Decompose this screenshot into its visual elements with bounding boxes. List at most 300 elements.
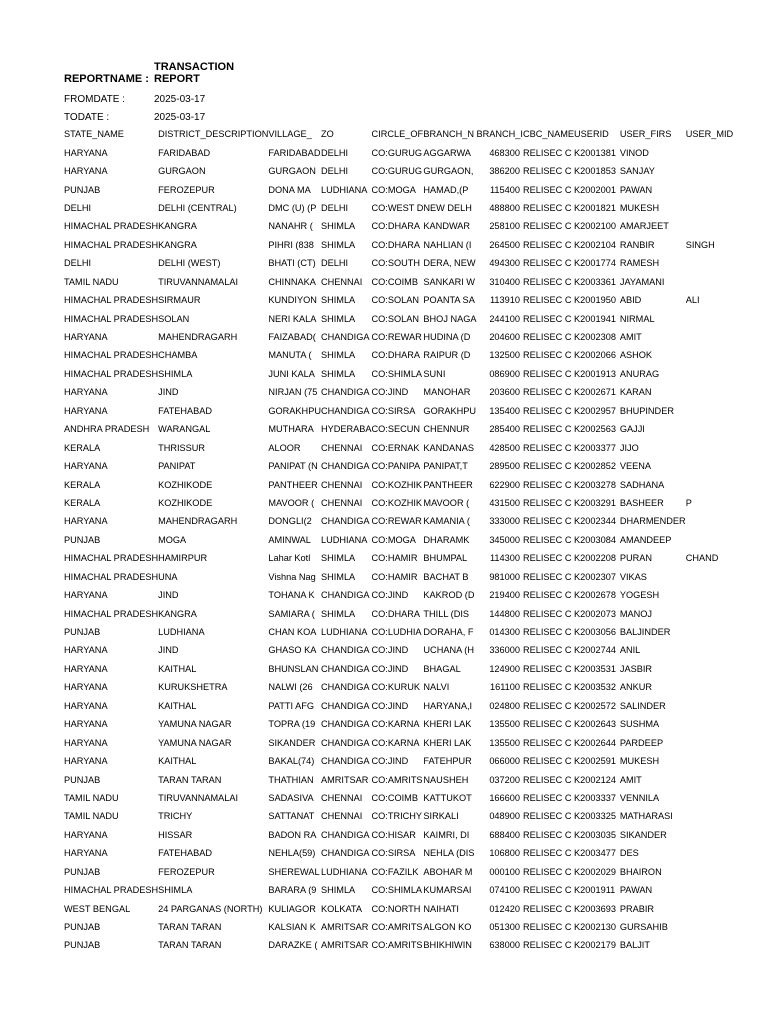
table-cell: RELISEC C [522,663,572,674]
table-cell: RELISEC C [522,866,572,877]
table-cell: 289500 [489,461,520,472]
table-cell [739,604,768,622]
table-cell [686,365,740,383]
table-cell [739,733,768,751]
table-cell: 386200 [489,166,520,177]
table-cell: K2003531 [574,663,616,674]
table-cell: RELISEC C [522,461,572,472]
table-cell: RELISEC C [522,202,572,213]
table-cell: MANOHAR [423,387,471,398]
table-cell: CHANDIGA [320,682,370,693]
table-cell: CO:HAMIR [371,571,418,582]
table-cell: P [685,497,692,508]
table-cell: HIMACHAL PRADESH [64,221,159,232]
table-cell: HARYANA [64,645,108,656]
table-cell: CO:SOLAN [371,295,419,306]
column-header: DISTRICT_DESCRIPTION [158,129,269,140]
table-cell: 431500 [489,497,520,508]
table-cell: GURGAON [268,166,316,177]
table-cell [739,457,768,475]
column-header: ZO [320,129,334,140]
table-cell [739,420,768,438]
table-cell: HIMACHAL PRADESH [64,571,159,582]
table-cell: ABOHAR M [423,866,473,877]
table-cell: PAWAN [619,885,653,896]
table-cell: CO:GURUG [371,166,423,177]
table-cell: LUDHIANA [320,534,368,545]
table-cell [739,549,768,567]
table-cell: THILL (DIS [423,608,470,619]
table-cell: FEROZEPUR [158,184,215,195]
report-name-value: TRANSACTION REPORT [154,61,235,85]
table-cell: K2002307 [574,571,616,582]
table-cell: AMANDEEP [619,534,672,545]
table-cell: KATTUKOT [423,792,472,803]
table-cell: CO:HAMIR [371,553,418,564]
table-cell [739,328,768,346]
table-cell: K2002563 [574,424,616,435]
table-cell: GORAKHPU [423,405,477,416]
table-cell: NEHLA (DIS [423,848,475,859]
table-cell [739,236,768,254]
table-cell: PIHRI (838 [268,239,314,250]
table-cell: 135500 [489,719,520,730]
column-header: VILLAGE_ [268,129,312,140]
table-cell: RELISEC C [522,682,572,693]
table-cell: KAIMRI, DI [423,829,470,840]
table-cell: 124900 [489,663,520,674]
table-cell: NEHLA(59) [268,848,316,859]
table-cell: 204600 [489,332,520,343]
table-cell [686,586,740,604]
table-cell: RELISEC C [522,940,572,951]
table-cell: CO:KOZHIK [371,479,423,490]
table-cell: LUDHIANA [320,866,368,877]
table-cell: CO:SIRSA [371,405,416,416]
table-cell [739,402,768,420]
table-cell: SHIMLA [320,239,356,250]
table-cell [739,641,768,659]
table-cell: 219400 [489,590,520,601]
table-cell: Vishna Nag [268,571,316,582]
table-row [64,475,768,493]
table-cell: RELISEC C [522,590,572,601]
table-cell: SOLAN [158,313,190,324]
table-cell [739,752,768,770]
table-cell: CO:JIND [371,756,409,767]
table-cell: CHANDIGA [320,461,370,472]
table-cell: K2002678 [574,590,616,601]
table-cell: SHIMLA [320,350,356,361]
table-cell: VIKAS [619,571,647,582]
table-cell: CO:DHARA [371,608,421,619]
table-cell: JIJO [619,442,639,453]
table-cell: 000100 [489,866,520,877]
table-cell [686,531,740,549]
table-cell: CO:KARNA [371,737,420,748]
table-cell [686,512,740,530]
table-cell [739,162,768,180]
table-cell: HIMACHAL PRADESH [64,553,159,564]
table-cell: HISSAR [158,829,193,840]
table-cell: CHENNAI [320,442,363,453]
table-cell: CO:KARNA [371,719,420,730]
table-cell [686,328,740,346]
table-cell: K2002643 [574,719,616,730]
table-cell: 106800 [489,848,520,859]
table-cell: CO:SECUN [371,424,421,435]
table-cell: THRISSUR [158,442,206,453]
table-cell: LUDHIANA [158,627,205,638]
table-cell: NERI KALA [268,313,317,324]
table-cell: VINOD [619,147,649,158]
table-cell: CO:DHARA [371,221,421,232]
table-cell [739,899,768,917]
table-cell: RELISEC C [522,147,572,158]
table-cell: BALJIT [619,940,650,951]
table-cell: CHANDIGA [320,756,370,767]
table-cell: PANTHEER [268,479,318,490]
table-cell: HIMACHAL PRADESH [64,350,159,361]
table-cell: CO:MOGA [371,534,416,545]
table-cell: DMC (U) (P [268,202,317,213]
table-row [64,918,768,936]
table-cell [686,254,740,272]
column-header: BRANCH_N [423,129,474,140]
table-row [64,936,768,954]
table-cell: K2003035 [574,829,616,840]
table-cell: HARYANA,I [423,700,473,711]
table-cell: SANKARI W [423,276,475,287]
table-cell: CHANDIGA [320,590,370,601]
table-cell: RELISEC C [522,534,572,545]
table-cell: KAITHAL [158,663,197,674]
table-cell [686,770,740,788]
table-cell: THATHIAN [268,774,314,785]
table-cell: CHANDIGA [320,387,370,398]
table-cell: MAVOOR ( [423,497,470,508]
table-cell: 494300 [489,258,520,269]
table-cell: BHOJ NAGA [423,313,477,324]
table-cell: DARAZKE ( [268,940,318,951]
table-cell: HIMACHAL PRADESH [64,239,159,250]
table-cell: BACHAT B [423,571,469,582]
table-cell: TAMIL NADU [64,276,119,287]
table-cell: SHIMLA [320,221,356,232]
table-cell: ANDHRA PRADESH [64,424,150,435]
table-cell: K2002179 [574,940,616,951]
column-header [739,125,768,143]
table-cell: CHANDIGA [320,700,370,711]
table-row [64,586,768,604]
table-cell: MUTHARA [268,424,314,435]
table-cell: TOPRA (19 [268,719,316,730]
table-cell: MUKESH [619,202,660,213]
table-cell: KAITHAL [158,700,197,711]
table-cell: RELISEC C [522,276,572,287]
table-cell [739,217,768,235]
table-cell: SHIMLA [320,295,356,306]
table-cell: MUKESH [619,756,660,767]
table-cell: K2002344 [574,516,616,527]
table-cell: KANGRA [158,608,197,619]
table-cell [686,733,740,751]
table-cell [739,623,768,641]
table-cell: PUNJAB [64,627,101,638]
table-cell: PUNJAB [64,774,101,785]
table-cell: 115400 [490,184,520,195]
table-cell [686,346,740,364]
table-cell [739,309,768,327]
table-cell [686,475,740,493]
table-row [64,863,768,881]
table-cell: K2003532 [574,682,616,693]
table-cell: RELISEC C [522,792,572,803]
table-cell [739,568,768,586]
table-cell: CHANDIGA [320,829,370,840]
table-cell: 622900 [489,479,520,490]
table-cell: HARYANA [64,737,108,748]
table-cell: DES [619,848,639,859]
column-header: USER_MID [685,129,734,140]
table-cell [686,826,740,844]
table-cell: TARAN TARAN [158,940,222,951]
table-cell [739,678,768,696]
table-cell: MANUTA ( [268,350,312,361]
table-cell: 113910 [490,295,520,306]
table-cell [686,697,740,715]
table-cell: K2002852 [574,461,616,472]
table-cell: K2003693 [574,903,616,914]
table-cell: RELISEC C [522,829,572,840]
table-cell: ASHOK [619,350,653,361]
table-cell: RELISEC C [522,497,572,508]
table-cell: CO:WEST D [371,202,424,213]
table-cell: HIMACHAL PRADESH [64,295,159,306]
table-cell: 264500 [489,239,520,250]
table-cell: K2002073 [574,608,616,619]
table-row [64,752,768,770]
table-cell: RELISEC C [522,811,572,822]
table-cell: MAHENDRAGARH [158,516,238,527]
table-cell: FARIDABAD [268,147,321,158]
table-cell [686,899,740,917]
table-cell: 012420 [489,903,520,914]
table-row [64,678,768,696]
table-cell: KANDWAR [423,221,471,232]
table-cell: 638000 [489,940,520,951]
table-cell [739,918,768,936]
table-cell [686,715,740,733]
table-cell [686,641,740,659]
table-cell: K2002104 [574,239,616,250]
table-cell: GURSAHIB [619,922,668,933]
table-cell: CHAN KOA [268,627,317,638]
table-cell: CHAMBA [158,350,198,361]
table-cell: RELISEC C [522,774,572,785]
table-cell: RELISEC C [522,479,572,490]
table-cell: KAMANIA ( [423,516,470,527]
table-cell: RELISEC C [522,350,572,361]
table-cell: PAWAN [619,184,653,195]
table-row [64,697,768,715]
table-cell: 285400 [489,424,520,435]
table-cell: HARYANA [64,756,108,767]
table-cell: SUNI [423,368,446,379]
table-cell: 014300 [489,627,520,638]
table-cell: CO:NORTH [371,903,421,914]
column-header: STATE_NAME [64,129,124,140]
table-cell: CO:DHARA [371,350,421,361]
table-cell: HARYANA [64,332,108,343]
table-cell: VENNILA [619,792,660,803]
table-cell [739,863,768,881]
table-cell: GORAKHPU [268,405,321,416]
table-cell: K2002572 [574,700,616,711]
table-cell: RELISEC C [522,627,572,638]
table-row [64,346,768,364]
table-row [64,899,768,917]
table-cell [686,678,740,696]
table-cell: TARAN TARAN [158,922,222,933]
table-cell: KULIAGOR [268,903,316,914]
table-cell: ABID [619,295,642,306]
table-cell [739,844,768,862]
table-cell [686,660,740,678]
table-cell: JAYAMANI [619,276,665,287]
table-row [64,641,768,659]
table-cell: RELISEC C [522,737,572,748]
table-cell: CO:LUDHIA [371,627,422,638]
table-cell: CHANDIGA [320,645,370,656]
table-cell [739,881,768,899]
table-cell: HARYANA [64,461,108,472]
table-cell: K2001853 [574,166,616,177]
table-cell: HARYANA [64,590,108,601]
table-cell: K2002100 [574,221,616,232]
table-cell: 161100 [490,682,520,693]
table-cell: HARYANA [64,147,108,158]
table-cell: CO:SHIMLA [371,885,423,896]
table-cell: K2003377 [574,442,616,453]
table-cell: 24 PARGANAS (NORTH) [158,903,263,914]
table-cell: CO:GURUG [371,147,423,158]
table-cell: DELHI [320,147,349,158]
table-cell: SHIMLA [320,885,356,896]
table-cell: AMIT [619,332,642,343]
table-cell: DHARMENDER [619,516,686,527]
table-cell: 688400 [489,829,520,840]
table-cell: K2003361 [574,276,616,287]
table-cell: ALGON KO [423,922,472,933]
table-cell: CHENNAI [320,479,363,490]
table-row [64,660,768,678]
table-cell: SHIMLA [158,885,193,896]
table-cell: PUNJAB [64,940,101,951]
from-date-label: FROMDATE : [64,94,125,105]
table-cell: YAMUNA NAGAR [158,737,232,748]
table-row [64,402,768,420]
column-header: USERID [574,129,609,140]
table-row [64,180,768,198]
table-cell: DELHI [64,258,92,269]
table-cell: HARYANA [64,166,108,177]
table-cell: KANGRA [158,221,197,232]
table-row [64,254,768,272]
table-cell: CHENNAI [320,792,363,803]
table-cell [686,789,740,807]
table-row [64,438,768,456]
table-cell: RELISEC C [522,553,572,564]
table-cell: PANTHEER [423,479,473,490]
table-cell: CO:AMRITS [371,774,423,785]
table-cell: CO:HISAR [371,829,416,840]
table-cell: RELISEC C [522,387,572,398]
table-cell: CO:DHARA [371,239,421,250]
table-cell: DHARAMK [423,534,470,545]
table-cell: FATEHABAD [158,405,213,416]
table-cell: PUNJAB [64,534,101,545]
table-cell: MAVOOR ( [268,497,315,508]
table-cell: SHIMLA [320,553,356,564]
table-cell: 428500 [489,442,520,453]
table-cell: HAMAD,(P [423,184,469,195]
table-cell: CHENNAI [320,811,363,822]
table-cell: POANTA SA [423,295,475,306]
table-cell: RELISEC C [522,516,572,527]
table-cell: CO:COIMB [371,276,418,287]
table-row [64,383,768,401]
table-cell: HARYANA [64,848,108,859]
table-cell: LUDHIANA [320,627,368,638]
table-cell [686,199,740,217]
table-cell: CO:SOLAN [371,313,419,324]
table-cell [686,309,740,327]
table-cell: K2002644 [574,737,616,748]
table-cell [686,217,740,235]
table-cell [739,660,768,678]
table-cell: CO:JIND [371,663,409,674]
table-cell: TIRUVANNAMALAI [158,792,239,803]
table-cell: BHUNSLAN [268,663,319,674]
table-cell: RELISEC C [522,645,572,656]
table-cell: KARAN [619,387,652,398]
table-cell: K2003056 [574,627,616,638]
table-cell: PRABIR [619,903,655,914]
table-cell: SADASIVA [268,792,314,803]
table-cell: MOGA [158,534,187,545]
table-cell: RELISEC C [522,295,572,306]
table-cell: RELISEC C [522,719,572,730]
table-row [64,512,768,530]
table-cell: BHATI (CT) [268,258,316,269]
table-cell: KERALA [64,479,101,490]
table-cell: SHIMLA [320,368,356,379]
table-cell: RELISEC C [522,258,572,269]
table-cell [686,420,740,438]
table-cell: NEW DELH [423,202,472,213]
table-cell: JIND [158,387,179,398]
table-cell: DONA MA [268,184,311,195]
table-cell [739,494,768,512]
table-cell [739,365,768,383]
table-cell: 024800 [489,700,520,711]
table-cell: MATHARASI [619,811,673,822]
table-cell: DELHI [64,202,92,213]
to-date-value: 2025-03-17 [154,112,206,123]
table-cell: CO:MOGA [371,184,416,195]
table-cell: NALVI [423,682,450,693]
